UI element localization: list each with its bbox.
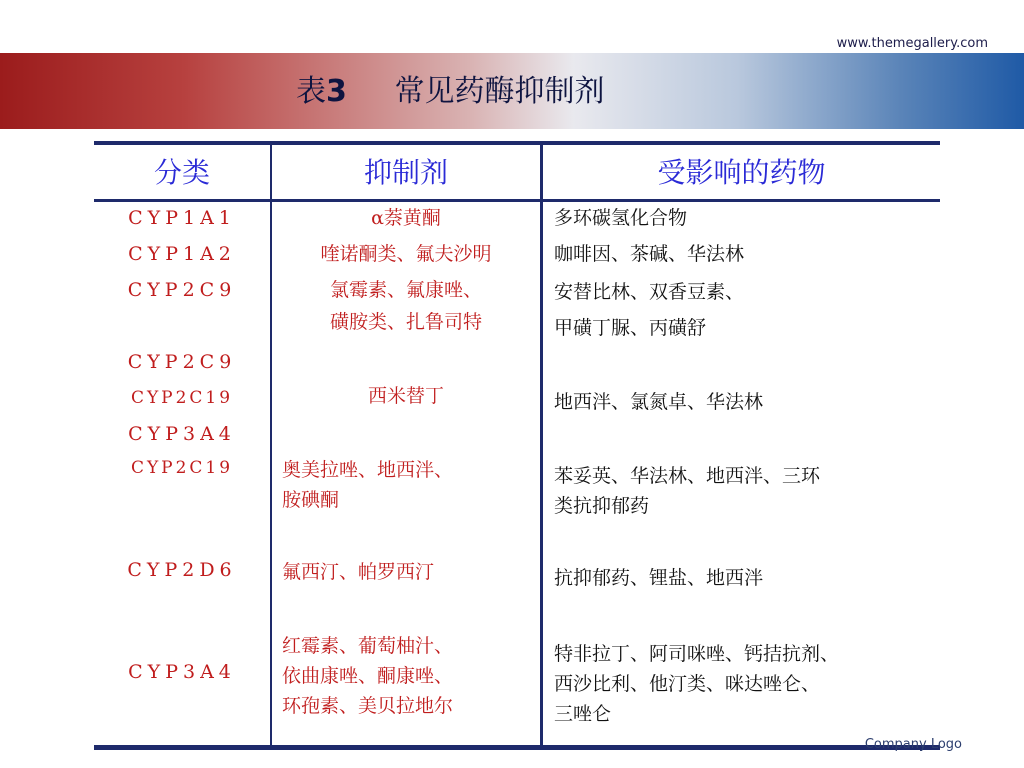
website-url: www.themegallery.com: [836, 36, 988, 51]
drug-cell: 三唑仑: [554, 703, 612, 725]
title-number: 3: [326, 74, 347, 109]
drug-cell: 安替比林、双香豆素、: [554, 281, 745, 303]
category-cell: CYP2C9: [127, 351, 237, 373]
category-cell: CYP2C9: [127, 279, 237, 301]
drug-cell: 苯妥英、华法林、地西泮、三环: [554, 465, 821, 487]
inhibitor-cell: 氯霉素、氟康唑、: [329, 279, 482, 301]
inhibitor-cell: 氟西汀、帕罗西汀: [282, 561, 435, 583]
category-cell: CYP2C19: [130, 458, 234, 478]
drug-cell: 咖啡因、茶碱、华法林: [554, 243, 745, 265]
drug-cell: 类抗抑郁药: [554, 495, 650, 517]
inhibitor-cell: α萘黄酮: [371, 207, 441, 229]
inhibitor-cell: 喹诺酮类、氟夫沙明: [320, 243, 492, 265]
category-cell: CYP3A4: [128, 661, 236, 683]
drug-cell: 地西泮、氯氮卓、华法林: [554, 391, 764, 413]
column-header-inhibitor: 抑制剂: [363, 156, 448, 189]
category-cell: CYP1A1: [128, 207, 236, 229]
inhibitor-cell: 磺胺类、扎鲁司特: [329, 311, 482, 333]
category-cell: CYP2C19: [130, 388, 234, 408]
column-header-category: 分类: [153, 156, 210, 189]
inhibitor-cell: 胺碘酮: [282, 489, 340, 511]
column-divider-2: [540, 145, 543, 745]
inhibitor-cell: 依曲康唑、酮康唑、: [282, 665, 454, 687]
inhibitor-cell: 西米替丁: [367, 385, 444, 407]
slide-title: [296, 66, 605, 110]
drug-cell: 特非拉丁、阿司咪唑、钙拮抗剂、: [554, 643, 840, 665]
drug-cell: 甲磺丁脲、丙磺舒: [554, 317, 707, 339]
drug-cell: 抗抑郁药、锂盐、地西泮: [554, 567, 764, 589]
drug-cell: 多环碳氢化合物: [554, 207, 688, 229]
company-logo: Company Logo: [864, 737, 962, 752]
title-prefix: 表: [296, 74, 326, 109]
category-cell: CYP3A4: [128, 423, 236, 445]
category-cell: CYP1A2: [128, 243, 236, 265]
column-header-affected-drugs: 受影响的药物: [657, 156, 826, 189]
inhibitor-cell: 红霉素、葡萄柚汁、: [282, 635, 454, 657]
category-cell: CYP2D6: [127, 559, 237, 581]
inhibitor-cell: 环孢素、美贝拉地尔: [282, 695, 454, 717]
table-top-border: [94, 141, 940, 145]
drug-cell: 西沙比利、他汀类、咪达唑仑、: [554, 673, 821, 695]
header-separator: [94, 199, 940, 202]
title-text: 常见药酶抑制剂: [394, 74, 605, 109]
table-bottom-border: [94, 745, 940, 750]
inhibitor-table: [94, 141, 940, 750]
inhibitor-cell: 奥美拉唑、地西泮、: [282, 459, 454, 481]
